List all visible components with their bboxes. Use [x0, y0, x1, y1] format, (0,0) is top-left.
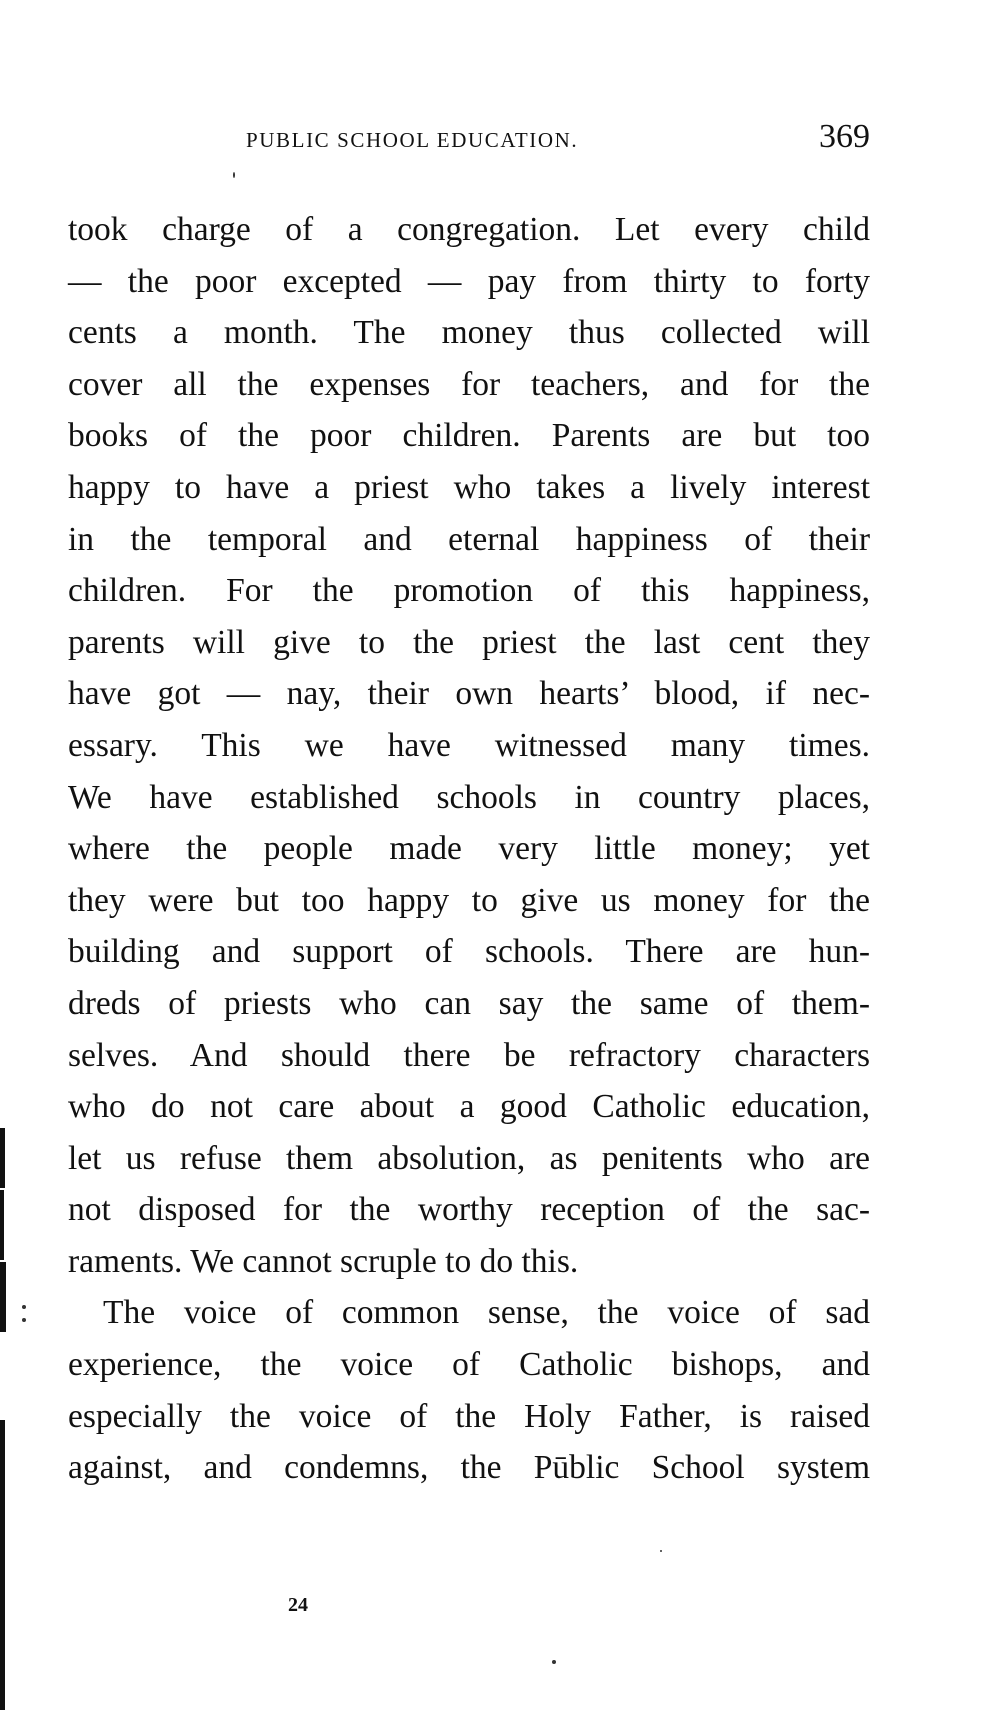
text-line: against, and condemns, the Pūblic School system	[68, 1449, 870, 1487]
text-line: We have established schools in country places,	[68, 778, 870, 816]
text-line: in the temporal and eternal happiness of their	[68, 520, 870, 558]
text-line: experience, the voice of Catholic bishops, and	[68, 1346, 870, 1384]
text-line: cents a month. The money thus collected will	[68, 314, 870, 352]
scan-speck	[552, 1660, 556, 1664]
text-line: cover all the expenses for teachers, and for the	[68, 365, 870, 403]
text-line: The voice of common sense, the voice of sad	[103, 1294, 870, 1332]
text-line: happy to have a priest who takes a lively interest	[68, 468, 870, 506]
binding-edge	[0, 1190, 4, 1260]
text-line: have got — nay, their own hearts’ blood, if nec-	[68, 675, 870, 713]
text-line: not disposed for the worthy reception of the sac-	[68, 1191, 870, 1229]
text-line: building and support of schools. There are hun-	[68, 933, 870, 971]
paragraph-2	[68, 1287, 870, 1493]
text-line: parents will give to the priest the last cent they	[68, 623, 870, 661]
text-line: books of the poor children. Parents are but too	[68, 417, 870, 455]
binding-edge	[0, 1128, 5, 1188]
scan-speck	[660, 1550, 662, 1552]
body-text	[68, 204, 870, 1494]
text-line: where the people made very little money; yet	[68, 830, 870, 868]
text-line: selves. And should there be refractory characters	[68, 1036, 870, 1074]
scan-speck	[22, 1318, 26, 1322]
paragraph-1	[68, 204, 870, 1287]
page-number: 369	[819, 118, 870, 155]
text-line: took charge of a congregation. Let every child	[68, 211, 870, 248]
scan-speck	[22, 1305, 26, 1309]
signature-mark: 24	[288, 1594, 308, 1616]
text-line: who do not care about a good Catholic education,	[68, 1088, 870, 1126]
text-line: children. For the promotion of this happiness,	[68, 572, 870, 610]
text-line: they were but too happy to give us money for the	[68, 881, 870, 919]
text-line: let us refuse them absolution, as penitents who are	[68, 1139, 870, 1177]
binding-edge	[0, 1420, 5, 1710]
scan-speck	[233, 172, 235, 178]
text-line: especially the voice of the Holy Father, is raised	[68, 1397, 870, 1435]
running-title: PUBLIC SCHOOL EDUCATION.	[246, 128, 579, 152]
text-line: dreds of priests who can say the same of them-	[68, 984, 870, 1022]
binding-edge	[0, 1262, 6, 1332]
text-line: raments. We cannot scruple to do this.	[68, 1242, 579, 1280]
running-head	[68, 118, 870, 162]
text-line: essary. This we have witnessed many times.	[68, 726, 870, 764]
text-line: — the poor excepted — pay from thirty to forty	[68, 262, 870, 300]
